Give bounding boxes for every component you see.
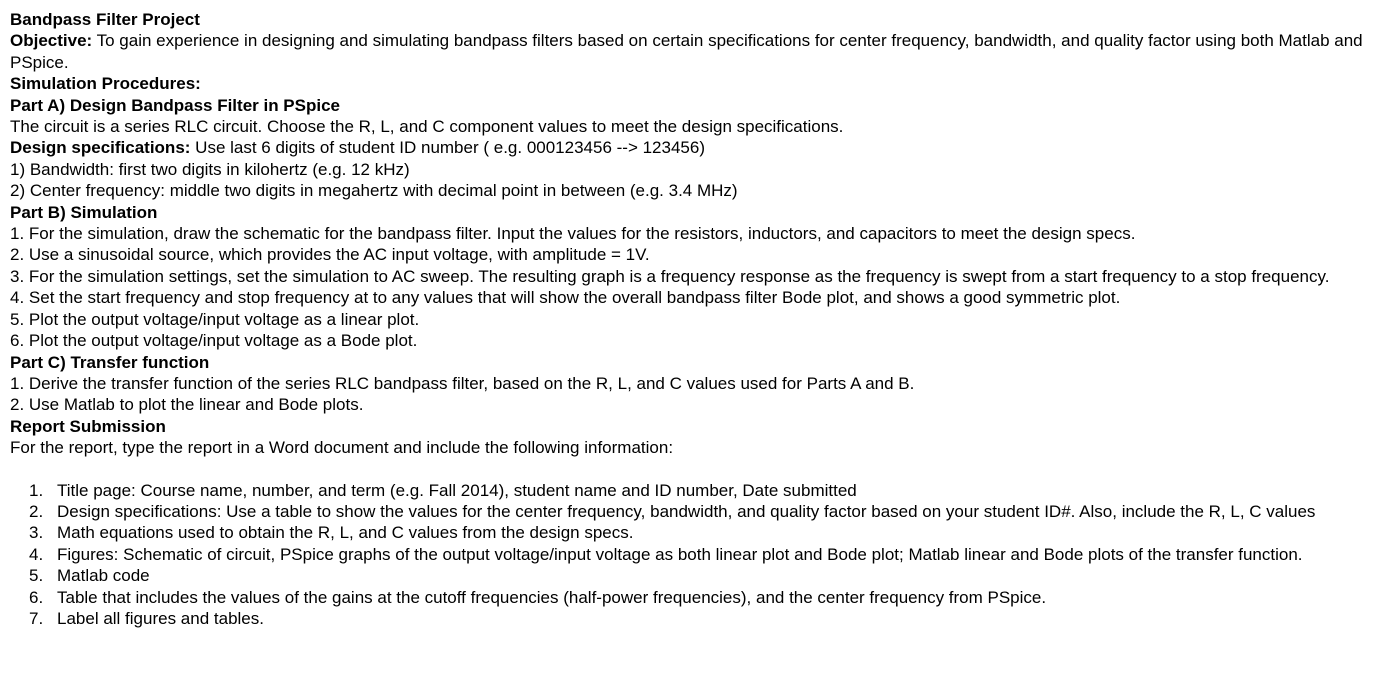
design-specifications-label: Design specifications: xyxy=(10,138,191,158)
report-items-list xyxy=(10,480,1380,630)
list-text: Title page: Course name, number, and term (e.g. Fall 2014), student name and ID number, Date submitted xyxy=(57,480,857,500)
part-a-circuit: The circuit is a series RLC circuit. Choose the R, L, and C component values to meet the design specifications. xyxy=(10,117,844,137)
part-b-item: 1. For the simulation, draw the schematic for the bandpass filter. Input the values for the resistors, inductors, and capacitors to meet the design specs. xyxy=(10,224,1136,244)
list-item xyxy=(10,565,1380,586)
simulation-procedures-heading: Simulation Procedures: xyxy=(10,74,201,94)
part-b-item: 6. Plot the output voltage/input voltage as a Bode plot. xyxy=(10,331,418,351)
part-b-item: 4. Set the start frequency and stop frequency at to any values that will show the overall bandpass filter Bode plot, and shows a good symmetric plot. xyxy=(10,288,1121,308)
list-text: Table that includes the values of the gains at the cutoff frequencies (half-power frequencies), and the center frequency from PSpice. xyxy=(57,587,1047,607)
list-text: Label all figures and tables. xyxy=(57,608,264,628)
objective-text: To gain experience in designing and simulating bandpass filters based on certain specifications for center frequency, bandwidth, and quality factor using both Matlab and PSpice. xyxy=(10,31,1363,72)
list-number: 6. xyxy=(29,587,44,607)
objective-label: Objective: xyxy=(10,31,93,51)
part-c-item: 1. Derive the transfer function of the series RLC bandpass filter, based on the R, L, and C values used for Parts A and B. xyxy=(10,373,915,393)
list-text: Figures: Schematic of circuit, PSpice graphs of the output voltage/input voltage as both linear plot and Bode plot; Matlab linear and Bode plots of the transfer function. xyxy=(57,544,1303,564)
list-number: 5. xyxy=(29,566,44,586)
list-item xyxy=(10,587,1380,608)
part-b-item: 5. Plot the output voltage/input voltage as a linear plot. xyxy=(10,309,420,329)
list-item xyxy=(10,608,1380,629)
report-heading: Report Submission xyxy=(10,416,166,436)
report-intro: For the report, type the report in a Word document and include the following information: xyxy=(10,438,674,458)
list-item xyxy=(10,501,1380,522)
list-text: Design specifications: Use a table to show the values for the center frequency, bandwidth, and quality factor based on your student ID#. Also, include the R, L, C values xyxy=(57,501,1316,521)
part-c-item: 2. Use Matlab to plot the linear and Bode plots. xyxy=(10,395,364,415)
list-number: 4. xyxy=(29,544,44,564)
part-a-heading: Part A) Design Bandpass Filter in PSpice xyxy=(10,95,341,115)
document-title: Bandpass Filter Project xyxy=(10,10,200,29)
part-b-heading: Part B) Simulation xyxy=(10,202,158,222)
objective-paragraph xyxy=(10,30,1380,73)
list-item xyxy=(10,480,1380,501)
part-b-item: 3. For the simulation settings, set the simulation to AC sweep. The resulting graph is a frequency response as the frequency is swept from a start frequency to a stop frequency. xyxy=(10,266,1330,286)
list-number: 1. xyxy=(29,480,44,500)
list-text: Math equations used to obtain the R, L, and C values from the design specs. xyxy=(57,523,634,543)
list-number: 3. xyxy=(29,523,44,543)
list-number: 2. xyxy=(29,501,44,521)
part-c-heading: Part C) Transfer function xyxy=(10,352,210,372)
list-item xyxy=(10,544,1380,565)
spec-center-frequency: 2) Center frequency: middle two digits in megahertz with decimal point in between (e.g. 3.4 MHz) xyxy=(10,181,738,201)
list-number: 7. xyxy=(29,608,44,628)
part-b-item: 2. Use a sinusoidal source, which provides the AC input voltage, with amplitude = 1V. xyxy=(10,245,650,265)
design-specifications-text: Use last 6 digits of student ID number ( e.g. 000123456 --> 123456) xyxy=(190,138,705,158)
list-text: Matlab code xyxy=(57,566,150,586)
design-specifications xyxy=(10,137,1380,158)
list-item xyxy=(10,522,1380,543)
spec-bandwidth: 1) Bandwidth: first two digits in kilohertz (e.g. 12 kHz) xyxy=(10,159,410,179)
document-body xyxy=(10,9,1380,629)
